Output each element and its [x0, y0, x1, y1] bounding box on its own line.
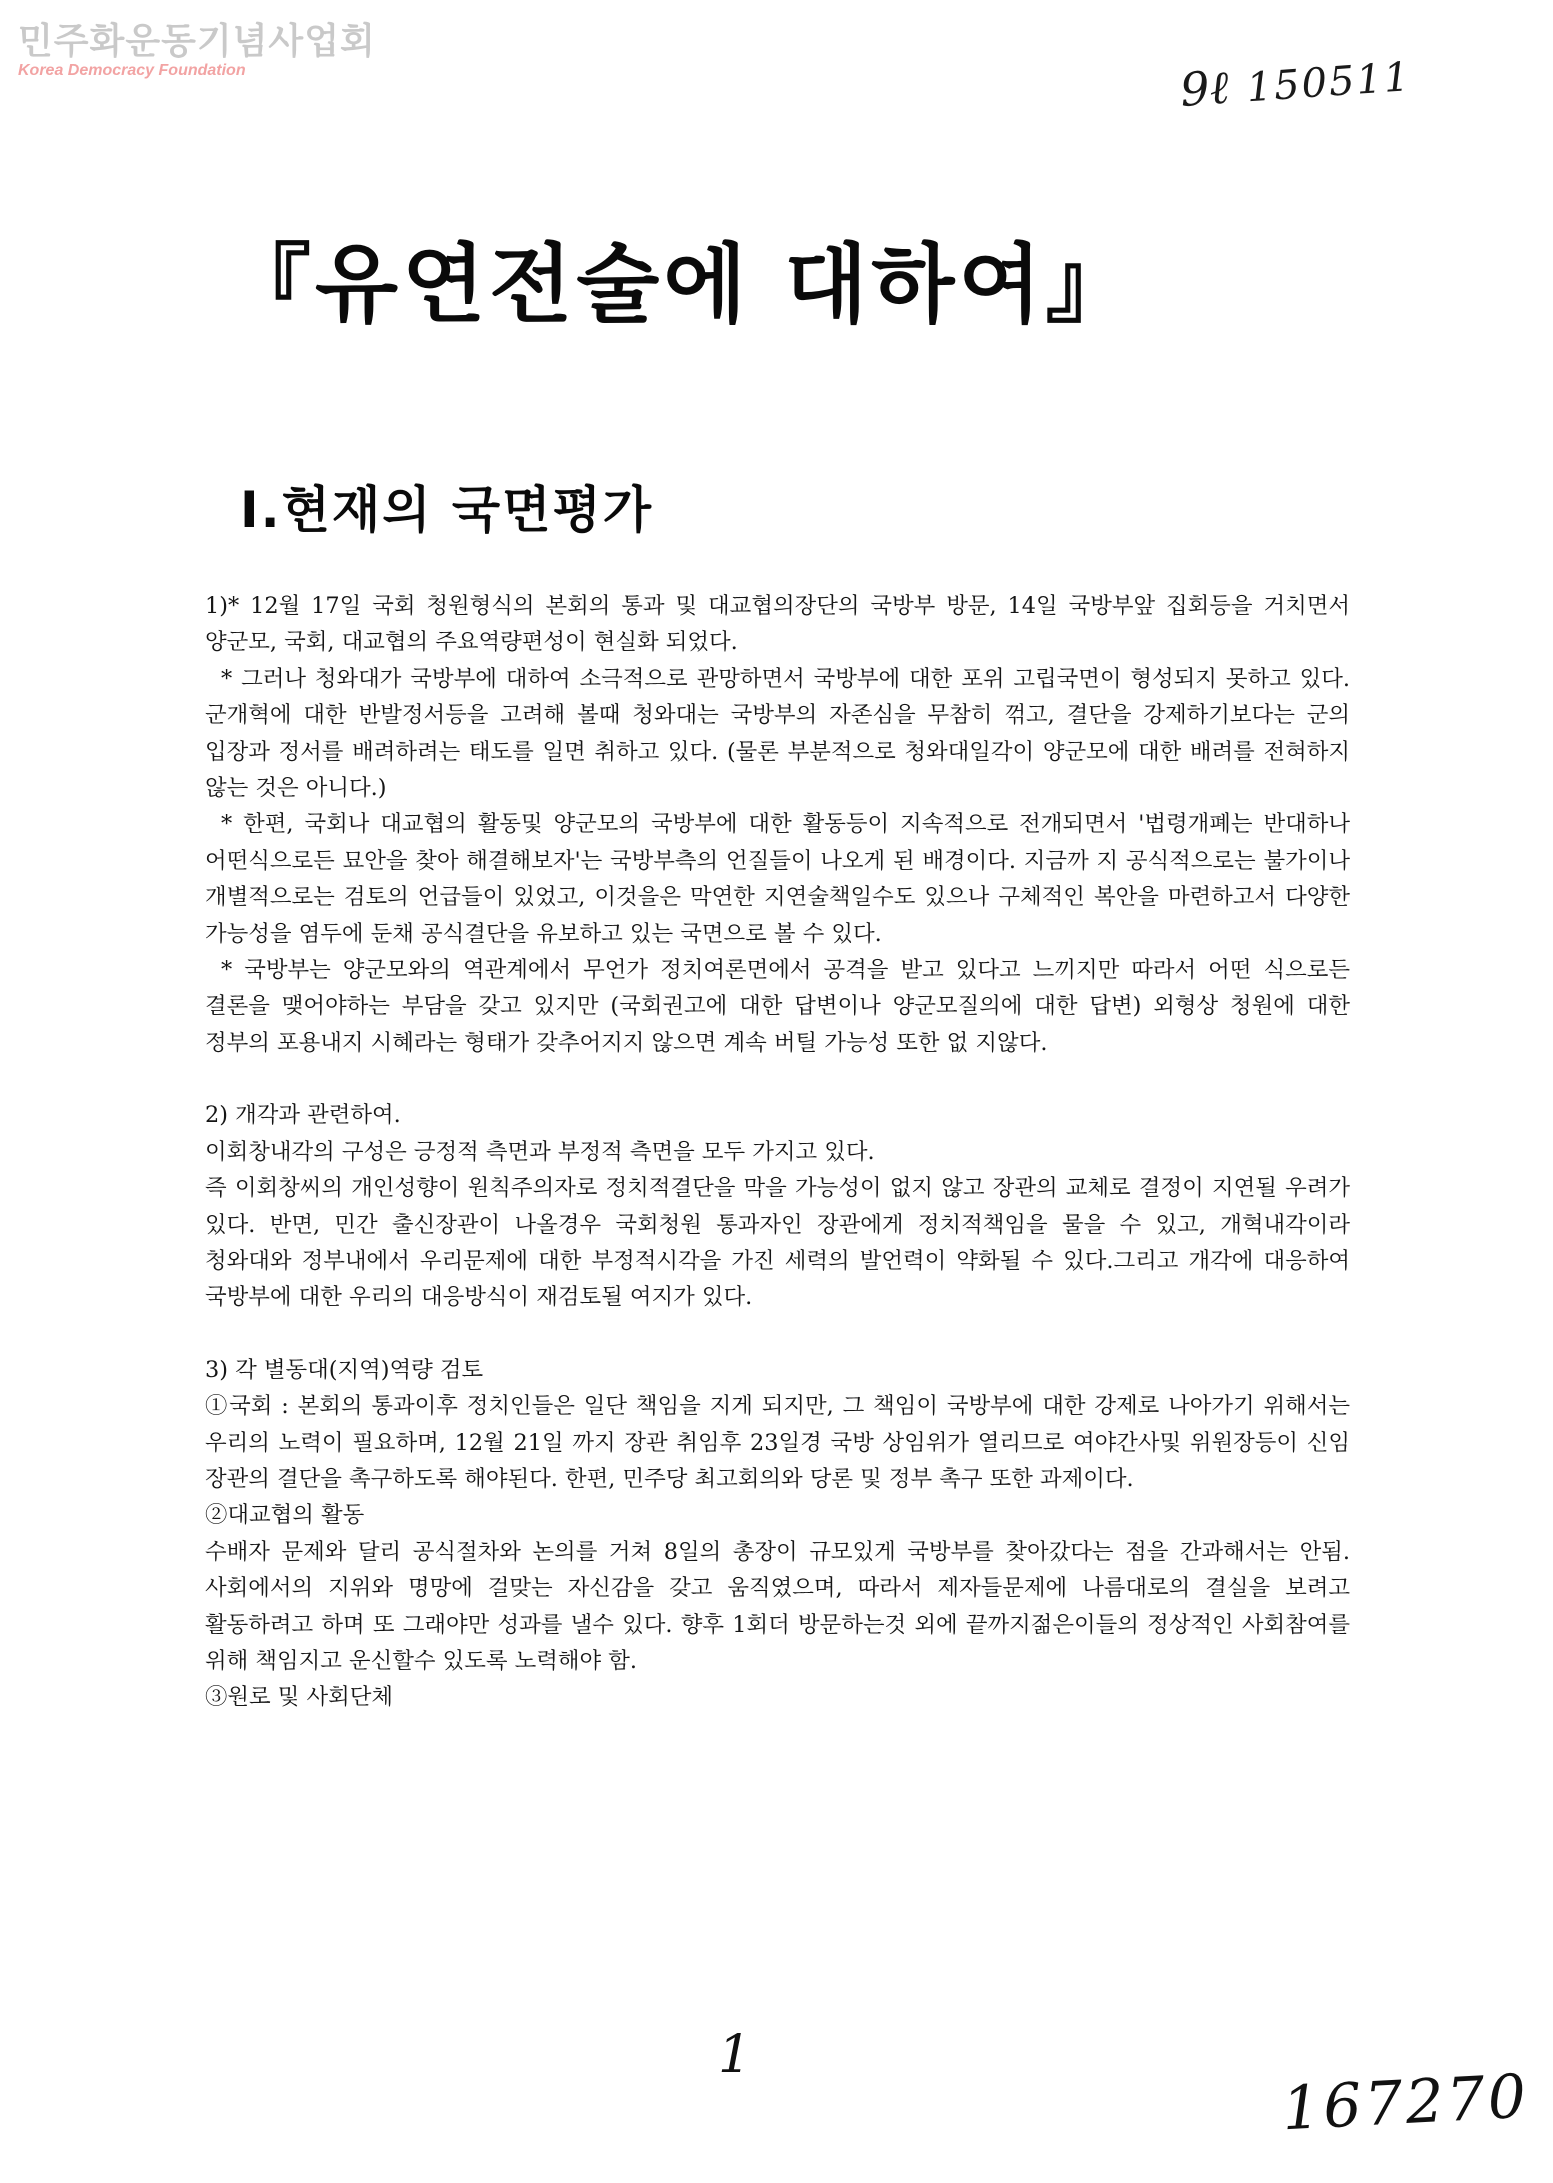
- paragraph: * 국방부는 양군모와의 역관계에서 무언가 정치여론면에서 공격을 받고 있다고 느끼지만 따라서 어떤 식으로든 결론을 맺어야하는 부담을 갖고 있지만 (국회권고에 대한 답변이나 양군모질의에 대한 답변) 외형상 청원에 대한 정부의 포용내지 시혜라는 형태가 갖추어지지 않으면 계속 버틸 가능성 또한 없 지않다.: [205, 957, 1350, 1056]
- document-body: [205, 588, 1350, 1716]
- document-title: 『유연전술에 대하여』: [225, 235, 1136, 335]
- handwritten-number: 150511: [1245, 53, 1413, 112]
- paragraph: 수배자 문제와 달리 공식절차와 논의를 거쳐 8일의 총장이 규모있게 국방부를 찾아갔다는 점을 간과해서는 안됨. 사회에서의 지위와 명망에 걸맞는 자신감을 갖고 움직였으며, 따라서 제자들문제에 나름대로의 결실을 보려고 활동하려고 하며 또 그래야만 성과를 낼수 있다. 향후 1회더 방문하는것 외에 끝까지젊은이들의 정상적인 사회참여를 위해 책임지고 운신할수 있도록 노력해야 함.: [205, 1538, 1350, 1674]
- paragraph: ③원로 및 사회단체: [205, 1684, 394, 1711]
- handwritten-mark: 9ℓ: [1178, 59, 1231, 117]
- handwritten-bottom-number: 167270: [1280, 2061, 1531, 2145]
- watermark: [18, 21, 376, 80]
- paragraph: * 한편, 국회나 대교협의 활동및 양군모의 국방부에 대한 활동등이 지속적으로 전개되면서 '법령개폐는 반대하나 어떤식으로든 묘안을 찾아 해결해보자'는 국방부측의 언질들이 나오게 된 배경이다. 지금까 지 공식적으로는 불가이나 개별적으로는 검토의 언급들이 있었고, 이것을은 막연한 지연술책일수도 있으나 구체적인 복안을 마련하고서 다양한 가능성을 염두에 둔채 공식결단을 유보하고 있는 국면으로 볼 수 있다.: [205, 811, 1350, 947]
- handwritten-archive-number: [1178, 47, 1412, 117]
- watermark-korean: 민주화운동기념사업회: [18, 21, 376, 62]
- paragraph: * 그러나 청와대가 국방부에 대하여 소극적으로 관망하면서 국방부에 대한 포위 고립국면이 형성되지 못하고 있다. 군개혁에 대한 반발정서등을 고려해 볼때 청와대는 국방부의 자존심을 무참히 꺾고, 결단을 강제하기보다는 군의 입장과 정서를 배려하려는 태도를 일면 취하고 있다. (물론 부분적으로 청와대일각이 양군모에 대한 배려를 전혀하지 않는 것은 아니다.): [205, 665, 1350, 802]
- subsection-heading: 3) 각 별동대(지역)역량 검토: [205, 1356, 484, 1383]
- paragraph: 즉 이회창씨의 개인성향이 원칙주의자로 정치적결단을 막을 가능성이 없지 않고 장관의 교체로 결정이 지연될 우려가 있다. 반면, 민간 출신장관이 나올경우 국회청원 통과자인 장관에게 정치적책임을 물을 수 있고, 개혁내각이라 청와대와 정부내에서 우리문제에 대한 부정적시각을 가진 세력의 발언력이 약화될 수 있다.그리고 개각에 대응하여 국방부에 대한 우리의 대응방식이 재검토될 여지가 있다.: [205, 1175, 1350, 1311]
- paragraph-gap: [205, 1316, 1350, 1352]
- paragraph: 1)* 12월 17일 국회 청원형식의 본회의 통과 및 대교협의장단의 국방부 방문, 14일 국방부앞 집회등을 거치면서 양군모, 국회, 대교협의 주요역량편성이 현실화 되었다.: [205, 593, 1350, 656]
- subsection-heading: 2) 개각과 관련하여.: [205, 1102, 401, 1129]
- paragraph: ①국회 : 본회의 통과이후 정치인들은 일단 책임을 지게 되지만, 그 책임이 국방부에 대한 강제로 나아가기 위해서는 우리의 노력이 필요하며, 12월 21일 까지 장관 취임후 23일경 국방 상임위가 열리므로 여야간사및 위원장등이 신임 장관의 결단을 촉구하도록 해야된다. 한편, 민주당 최고회의와 당론 및 정부 촉구 또한 과제이다.: [205, 1393, 1350, 1492]
- paragraph-gap: [205, 1061, 1350, 1097]
- watermark-english: Korea Democracy Foundation: [18, 62, 246, 79]
- section-title: Ⅰ.현재의 국면평가: [240, 481, 654, 539]
- paragraph: 이회창내각의 구성은 긍정적 측면과 부정적 측면을 모두 가지고 있다.: [205, 1138, 875, 1165]
- paragraph: ②대교협의 활동: [205, 1502, 365, 1529]
- page-number: 1: [718, 2025, 752, 2085]
